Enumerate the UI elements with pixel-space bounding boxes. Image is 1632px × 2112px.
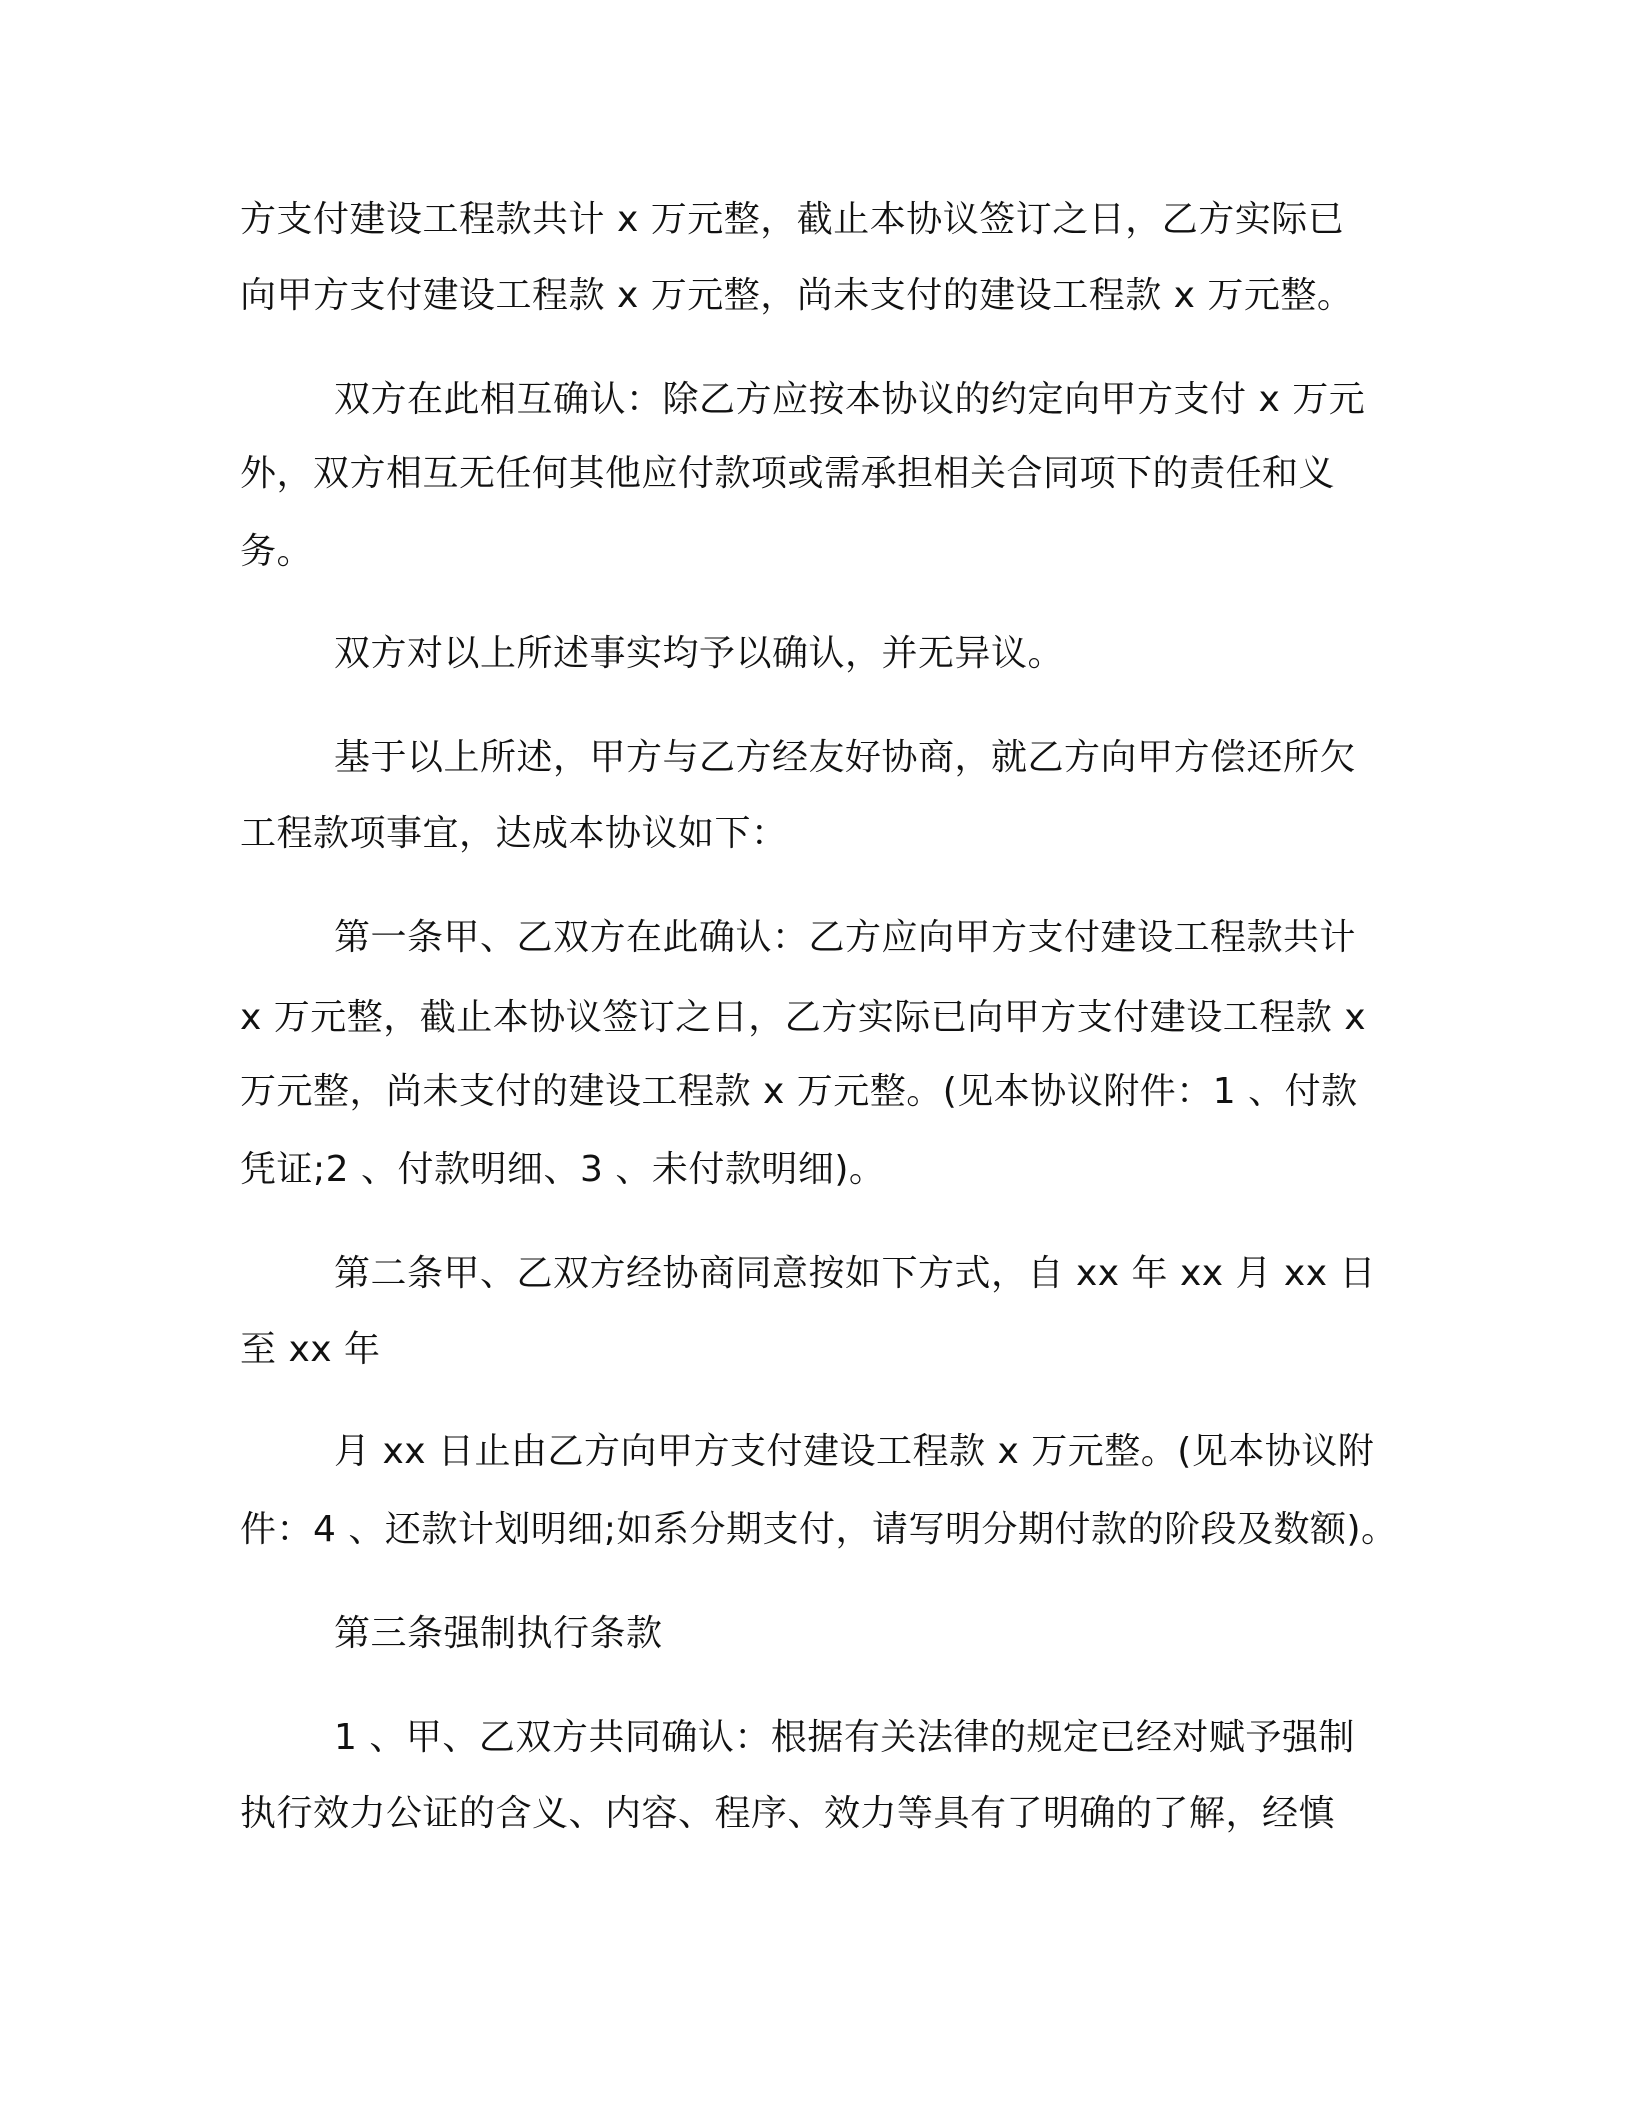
text-line: 双方对以上所述事实均予以确认，并无异议。 xyxy=(334,633,1065,674)
text-line: 执行效力公证的含义、内容、程序、效力等具有了明确的了解，经慎 xyxy=(240,1793,1336,1834)
text-line: 务。 xyxy=(240,531,314,572)
text-line: 第三条强制执行条款 xyxy=(334,1613,663,1654)
text-line: 第一条甲、乙双方在此确认：乙方应向甲方支付建设工程款共计 xyxy=(334,917,1357,958)
text-line: 件：4 、还款计划明细;如系分期支付，请写明分期付款的阶段及数额)。 xyxy=(240,1509,1398,1550)
text-line: 基于以上所述，甲方与乙方经友好协商，就乙方向甲方偿还所欠 xyxy=(334,737,1357,778)
text-line: 月 xx 日止由乙方向甲方支付建设工程款 x 万元整。(见本协议附 xyxy=(334,1431,1375,1472)
text-line: 第二条甲、乙双方经协商同意按如下方式，自 xx 年 xx 月 xx 日 xyxy=(334,1253,1376,1294)
text-line: 凭证;2 、付款明细、3 、未付款明细)。 xyxy=(240,1149,886,1190)
text-line: 方支付建设工程款共计 x 万元整，截止本协议签订之日，乙方实际已 xyxy=(240,199,1345,240)
text-line: 双方在此相互确认：除乙方应按本协议的约定向甲方支付 x 万元 xyxy=(334,379,1366,420)
text-line: 1 、甲、乙双方共同确认：根据有关法律的规定已经对赋予强制 xyxy=(334,1717,1355,1758)
text-line: 外，双方相互无任何其他应付款项或需承担相关合同项下的责任和义 xyxy=(240,453,1336,494)
text-line: 向甲方支付建设工程款 x 万元整，尚未支付的建设工程款 x 万元整。 xyxy=(240,275,1354,316)
text-line: x 万元整，截止本协议签订之日，乙方实际已向甲方支付建设工程款 x xyxy=(240,997,1366,1038)
text-line: 万元整，尚未支付的建设工程款 x 万元整。(见本协议附件：1 、付款 xyxy=(240,1071,1358,1112)
text-line: 工程款项事宜，达成本协议如下： xyxy=(240,813,788,854)
text-line: 至 xx 年 xyxy=(240,1329,381,1370)
